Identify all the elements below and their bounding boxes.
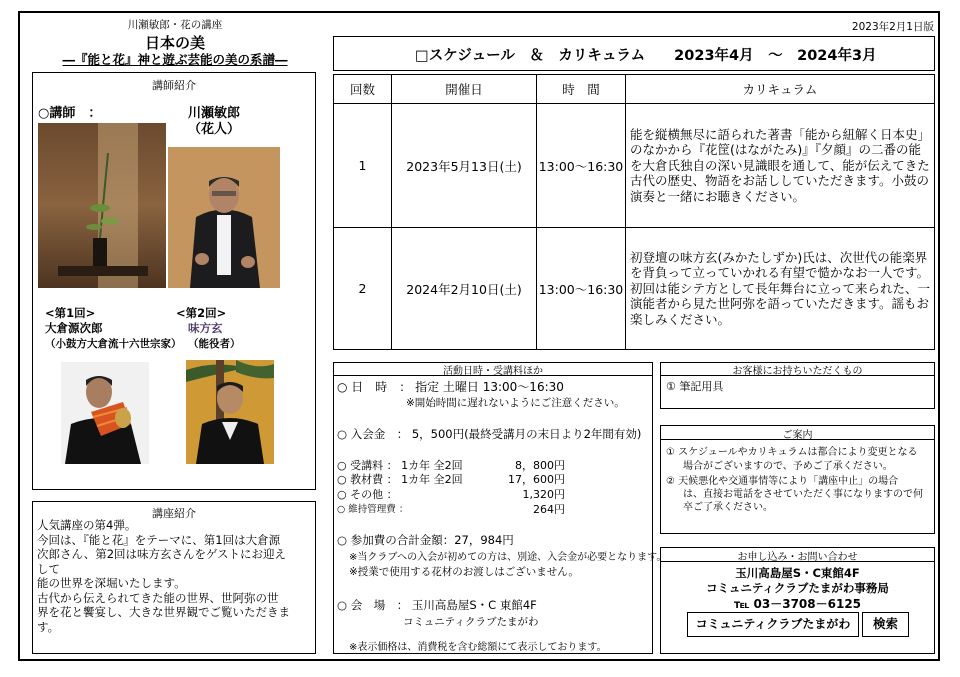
edition-date: 2023年2月1日版 <box>851 21 934 33</box>
course-line: 界を花と饗宴し、大きな世界観でご覧いただきま <box>37 605 290 619</box>
activity-datetime: ○ 日 時 ： 指定 土曜日 13:00～16:30 <box>337 380 564 394</box>
activity-datetime-note: ※開始時間に遅れないようにご注意ください。 <box>406 397 625 409</box>
row-date: 2024年2月10日(土) <box>392 228 537 350</box>
course-line: 今回は、『能と花』をテーマに、第1回は大倉源 <box>37 532 281 547</box>
guest1-note: （小鼓方大倉流十六世宗家） <box>45 338 182 350</box>
table-header-row <box>334 75 935 104</box>
fee-label: ○ 教材費 ： 1カ年 全2回 <box>337 473 463 486</box>
course-line: 能の世界を深堀いたします。 <box>37 576 186 590</box>
table-row <box>334 228 935 350</box>
guest2-photo <box>186 360 274 464</box>
activity-total-note2: ※授業で使用する花材のお渡しはございません。 <box>349 566 579 578</box>
notice-item1: ① スケジュールやカリキュラムは都合により変更となる <box>666 447 918 458</box>
notice-item2-cont: 卒ご了承ください。 <box>683 502 773 513</box>
row-number: 2 <box>334 228 392 350</box>
row-number: 1 <box>334 104 392 228</box>
notice-item2-cont: は、直接お電話をさせていただく事になりますので何 <box>683 489 923 500</box>
lecturer-photo <box>168 147 280 288</box>
course-line: 古代から伝えられてきた能の世界、世阿弥の世 <box>37 590 279 605</box>
activity-venue: ○ 会 場 ： 玉川高島屋S・C 東館4F <box>337 598 537 612</box>
course-line: 人気講座の第4弾。 <box>37 518 137 532</box>
guest2-note: （能役者） <box>188 338 241 350</box>
row-date: 2023年5月13日(土) <box>392 104 537 228</box>
guest1-photo <box>61 362 149 464</box>
guest1-session: <第1回> <box>45 306 96 320</box>
contact-title: お申し込み・お問い合わせ <box>737 552 858 563</box>
col-date: 開催日 <box>392 75 537 104</box>
search-button: 検索 <box>862 612 909 637</box>
lecturer-role: （花人） <box>188 122 241 137</box>
schedule-title: □スケジュール ＆ カリキュラム 2023年4月 ～ 2024年3月 <box>415 48 877 64</box>
notice-item1-cont: 場合がございますので、予めご了承ください。 <box>683 461 893 472</box>
guest1-name: 大倉源次郎 <box>45 321 103 335</box>
col-number: 回数 <box>334 75 392 104</box>
activity-tax-note: ※表示価格は、消費税を含む総額にて表示しております。 <box>349 642 607 653</box>
activity-total: ○ 参加費の合計金額：27，984円 <box>337 533 514 547</box>
col-curriculum: カリキュラム <box>626 75 935 104</box>
course-intro-title: 講座紹介 <box>152 507 196 520</box>
activity-entry-fee: ○ 入会金 ： 5，500円(最終受講月の末日より2年間有効) <box>337 427 642 441</box>
bring-item: ① 筆記用具 <box>666 380 724 393</box>
lecturer-section-title: 講師紹介 <box>152 79 196 92</box>
search-term-box: コミュニティクラブたまがわ <box>687 612 859 637</box>
activity-total-note1: ※当クラブへの入会が初めての方は、別途、入会金が必要となります。 <box>349 552 667 563</box>
fee-amount: 1,320円 <box>522 488 565 501</box>
contact-store: 玉川高島屋S・C東館4F <box>735 566 860 580</box>
guest2-session: <第2回> <box>176 306 227 320</box>
fee-label: ○ 受講料 ： 1カ年 全2回 <box>337 459 463 472</box>
course-intro-text <box>37 518 313 634</box>
notice-title: ご案内 <box>782 430 813 441</box>
row-curriculum: 能を縦横無尽に語られた著書「能から紐解く日本史」のなかから『花筐(はながたみ)』『夕顔』の二番の能を大倉氏独自の深い見識眼を通して、能が伝えてきた古代の歴史、物語をお話ししていただきます。小鼓の演奏と一緒にお聴きください。 <box>626 104 935 228</box>
course-line: す。 <box>37 619 60 634</box>
col-time: 時 間 <box>537 75 626 104</box>
row-curriculum: 初登壇の味方玄(みかたしずか)氏は、次世代の能楽界を背負って立っていかれる有望で慥かなお一人です。初回は能シテ方として長年舞台に立って来られた、一演能者から見た世阿弥を語っていただきます。謡もお楽しみください。 <box>626 228 935 350</box>
row-time: 13:00～16:30 <box>537 228 626 350</box>
course-line: して <box>37 561 60 576</box>
contact-office: コミュニティクラブたまがわ事務局 <box>706 581 889 595</box>
fee-amount: 264円 <box>533 503 565 516</box>
fee-amount: 17，600円 <box>508 473 565 486</box>
row-time: 13:00～16:30 <box>537 104 626 228</box>
course-line: 次郎さん、第2回は味方玄さんをゲストにお迎え <box>37 547 287 561</box>
activity-title: 活動日時・受講料ほか <box>443 366 543 377</box>
organizer: 川瀬敏郎・花の講座 <box>127 19 223 31</box>
notice-item2: ② 天候悪化や交通事情等により「講座中止」の場合 <box>666 476 899 487</box>
ikebana-photo <box>38 123 166 288</box>
fee-amount: 8，800円 <box>515 459 565 472</box>
fee-label: ○ その他 ： <box>337 488 398 501</box>
guest2-name: 味方玄 <box>188 321 223 335</box>
lecturer-label: ○講師 ： <box>38 106 102 121</box>
table-row <box>334 104 935 228</box>
bring-title: お客様にお持ちいただくもの <box>732 366 863 377</box>
contact-tel: ℡ 03－3708－6125 <box>733 597 862 611</box>
page-subtitle: ―『能と花』神と遊ぶ芸能の美の系譜― <box>62 52 288 67</box>
page-title: 日本の美 <box>144 34 205 52</box>
activity-venue2: コミュニティクラブたまがわ <box>403 616 539 628</box>
fee-label: ○ 維持管理費 ： <box>337 504 409 515</box>
curriculum-table <box>333 74 935 350</box>
lecturer-name: 川瀬敏郎 <box>188 106 241 121</box>
